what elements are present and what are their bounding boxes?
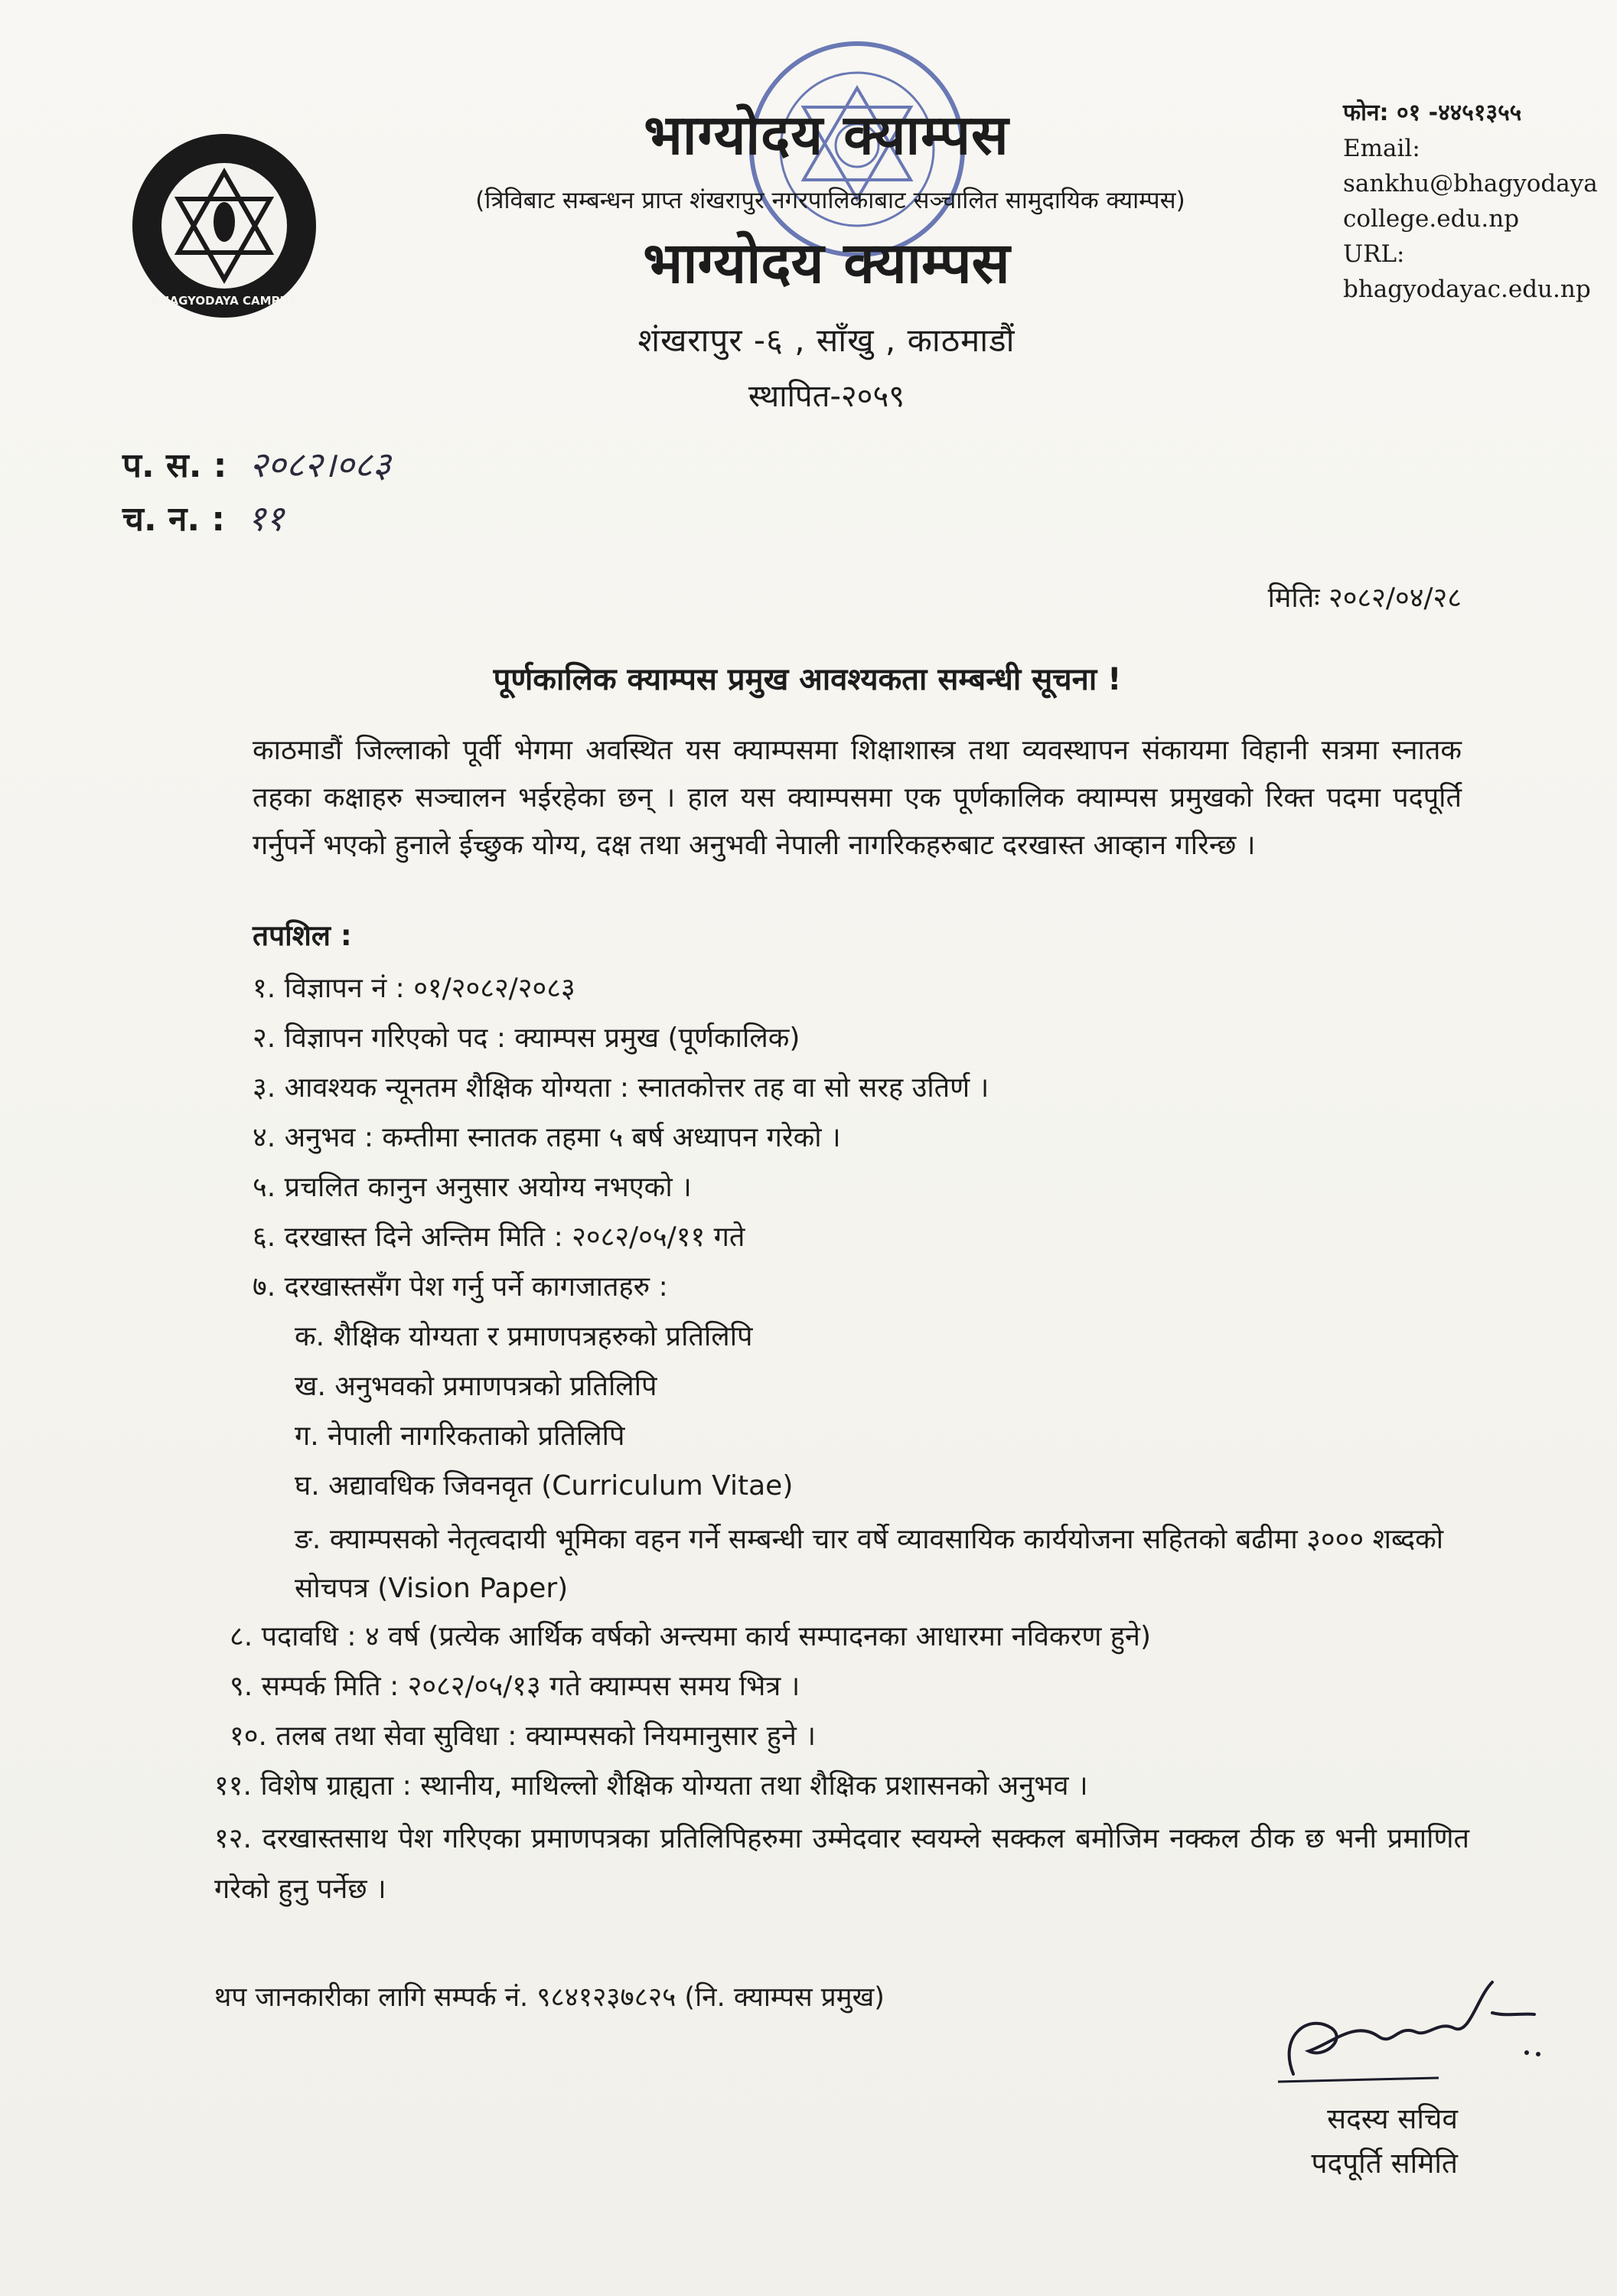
email-line-2: college.edu.np xyxy=(1343,205,1520,233)
notice-date: मितिः २०८२/०४/२८ xyxy=(1267,582,1462,614)
document-item-ka: क. शैक्षिक योग्यता र प्रमाणपत्रहरुको प्रतिलिपि xyxy=(295,1321,753,1352)
dispatch-number xyxy=(122,494,284,541)
detail-item-8: ८. पदावधि : ४ वर्ष (प्रत्येक आर्थिक वर्षको अन्त्यमा कार्य सम्पादनका आधारमा नविकरण हुने) xyxy=(230,1621,1152,1652)
email-label: Email: xyxy=(1343,135,1420,162)
contact-block xyxy=(1343,96,1603,307)
signatory-role: सदस्य सचिव xyxy=(1327,2102,1458,2135)
dispatch-number-label: च. न. : xyxy=(122,500,226,539)
letter-number-value: २०८२।०८३ xyxy=(249,444,391,485)
detail-item-12: १२. दरखास्तसाथ पेश गरिएका प्रमाणपत्रका प्रतिलिपिहरुमा उम्मेदवार स्वयम्ले सक्कल बमोजिम नक्कल ठीक छ भनी प्रमाणित गरेको हुनु पर्नेछ । xyxy=(214,1823,1469,1905)
campus-address: शंखरापुर -६ , साँखु , काठमाडौं xyxy=(637,321,1016,359)
document-item-ga: ग. नेपाली नागरिकताको प्रतिलिपि xyxy=(295,1420,625,1452)
notice-title: पूर्णकालिक क्याम्पस प्रमुख आवश्यकता सम्बन्धी सूचना ! xyxy=(493,662,1122,697)
letter-number-label: प. स. : xyxy=(122,446,227,485)
document-item-kha: ख. अनुभवको प्रमाणपत्रको प्रतिलिपि xyxy=(295,1371,657,1402)
dispatch-number-value: ११ xyxy=(247,497,285,539)
detail-item-4: ४. अनुभव : कम्तीमा स्नातक तहमा ५ बर्ष अध्यापन गरेको । xyxy=(253,1122,841,1153)
campus-name: भाग्योदय क्याम्पस xyxy=(644,103,1009,167)
further-info-contact: थप जानकारीका लागि सम्पर्क नं. ९८४१२३७८२५ (नि. क्याम्पस प्रमुख) xyxy=(214,1982,885,2013)
detail-item-1: १. विज्ञापन नं : ०१/२०८२/२०८३ xyxy=(253,973,575,1004)
letter-number xyxy=(122,440,391,488)
signature-mark xyxy=(1263,1967,1553,2097)
campus-logo xyxy=(129,130,320,321)
detail-item-11: ११. विशेष ग्राह्यता : स्थानीय, माथिल्लो शैक्षिक योग्यता तथा शैक्षिक प्रशासनको अनुभव । xyxy=(214,1770,1088,1802)
affiliation-line: (त्रिविबाट सम्बन्धन प्राप्त शंखरापुर नगरपालिकाबाट सञ्चालित सामुदायिक क्याम्पस) xyxy=(475,187,1185,214)
document-item-nga: ङ. क्याम्पसको नेतृत्वदायी भूमिका वहन गर्ने सम्बन्धी चार वर्षे व्यावसायिक कार्ययोजना सहितको बढीमा ३००० शब्दको सोचपत्र (Vision Paper) xyxy=(295,1524,1444,1604)
document-item-gha: घ. अद्यावधिक जिवनवृत (Curriculum Vitae) xyxy=(295,1470,794,1502)
detail-item-5: ५. प्रचलित कानुन अनुसार अयोग्य नभएको । xyxy=(253,1172,692,1203)
logo-text: BHAGYODAYA CAMPUS xyxy=(151,294,298,308)
signatory-block xyxy=(1228,2097,1458,2186)
detail-item-9: ९. सम्पर्क मिति : २०८२/०५/१३ गते क्याम्पस समय भित्र । xyxy=(230,1671,800,1702)
website-url: bhagyodayac.edu.np xyxy=(1343,276,1591,303)
detail-item-6: ६. दरखास्त दिने अन्तिम मिति : २०८२/०५/११ गते xyxy=(253,1221,745,1253)
campus-name-stylized: भाग्योदय क्याम्पस xyxy=(643,230,1010,296)
signatory-committee: पदपूर्ति समिति xyxy=(1311,2147,1458,2180)
email-line-1: sankhu@bhagyodaya xyxy=(1343,170,1598,197)
body-paragraph: काठमाडौं जिल्लाको पूर्वी भेगमा अवस्थित यस क्याम्पसमा शिक्षाशास्त्र तथा व्यवस्थापन संकायमा विहानी सत्रमा स्नातक तहका कक्षाहरु सञ्चालन भईरहेका छन् । हाल यस क्याम्पसमा एक पूर्णकालिक क्याम्पस प्रमुखको रिक्त पदमा पदपूर्ति गर्नुपर्ने भएको हुनाले ईच्छुक योग्य, दक्ष तथा अनुभवी नेपाली नागरिकहरुबाट दरखास्त आव्हान गरिन्छ । xyxy=(253,735,1462,861)
phone-number: फोन: ०१ -४४५१३५५ xyxy=(1343,99,1522,126)
established-year: स्थापित-२०५९ xyxy=(748,379,905,414)
detail-item-3: ३. आवश्यक न्यूनतम शैक्षिक योग्यता : स्नातकोत्तर तह वा सो सरह उतिर्ण । xyxy=(253,1072,989,1104)
url-label: URL: xyxy=(1343,240,1405,268)
detail-item-10: १०. तलब तथा सेवा सुविधा : क्याम्पसको नियमानुसार हुने । xyxy=(230,1720,816,1752)
detail-item-7: ७. दरखास्तसँग पेश गर्नु पर्ने कागजातहरु : xyxy=(253,1271,668,1303)
details-heading: तपशिल : xyxy=(253,919,352,952)
detail-item-2: २. विज्ञापन गरिएको पद : क्याम्पस प्रमुख (पूर्णकालिक) xyxy=(253,1022,800,1054)
